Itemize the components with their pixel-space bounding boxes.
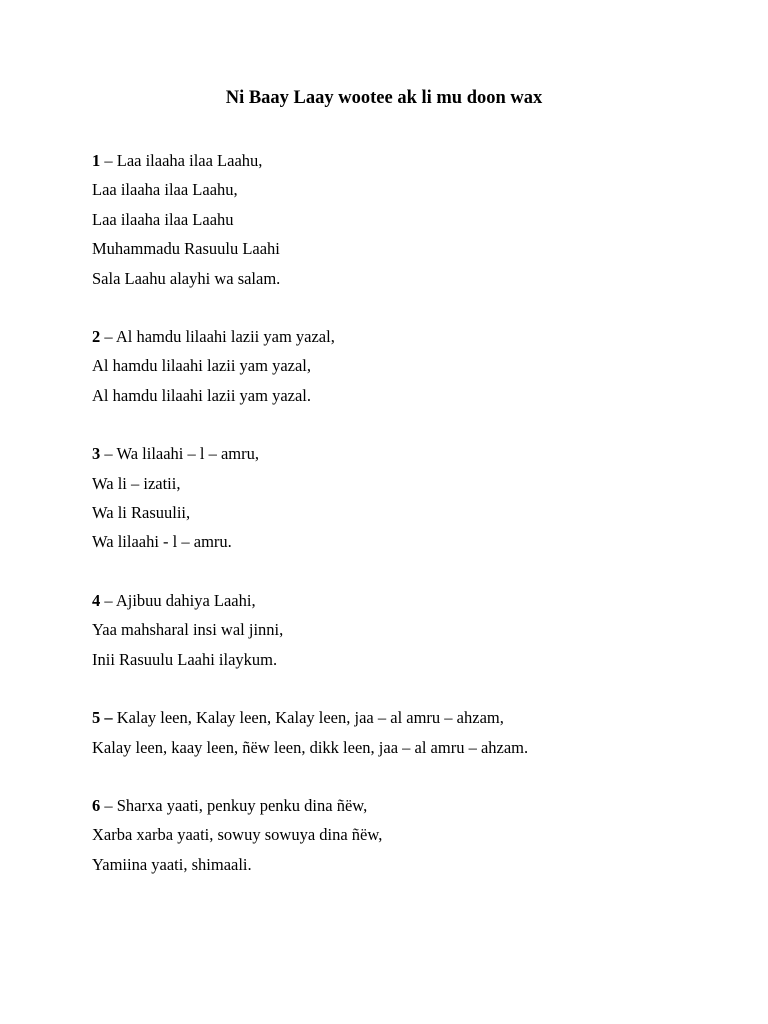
poem-line: Yamiina yaati, shimaali. <box>92 854 252 874</box>
poem-line: Muhammadu Rasuulu Laahi <box>92 239 280 259</box>
poem-line: Al hamdu lilaahi lazii yam yazal. <box>92 385 312 405</box>
stanza-first-line <box>92 586 732 615</box>
stanza-number: 3 <box>92 444 101 464</box>
line-text: – Ajibuu dahiya Laahi, <box>100 590 256 610</box>
line-text: – Al hamdu lilaahi lazii yam yazal, <box>100 327 335 347</box>
poem-line: Al hamdu lilaahi lazii yam yazal, <box>92 356 312 376</box>
stanza-first-line <box>92 322 732 351</box>
line-text: – Sharxa yaati, penkuy penku dina ñëw, <box>100 795 368 815</box>
stanza-first-line <box>92 146 732 175</box>
poem-body <box>92 146 732 908</box>
stanza-4 <box>92 586 732 674</box>
stanza-number: 6 <box>92 795 101 815</box>
stanza-number: 1 <box>92 151 101 170</box>
document-title: Ni Baay Laay wootee ak li mu doon wax <box>225 88 543 108</box>
stanza-first-line <box>92 703 732 732</box>
stanza-3 <box>92 439 732 557</box>
poem-line: Wa li – izatii, <box>92 473 181 493</box>
poem-line: Laa ilaaha ilaa Laahu, <box>92 180 238 200</box>
line-text: – Laa ilaaha ilaa Laahu, <box>100 151 263 170</box>
poem-line: Inii Rasuulu Laahi ilaykum. <box>92 649 278 669</box>
stanza-number: 5 – <box>92 708 113 728</box>
poem-line: Sala Laahu alayhi wa salam. <box>92 268 281 288</box>
poem-line: Xarba xarba yaati, sowuy sowuya dina ñëw, <box>92 825 383 845</box>
poem-line: Wa lilaahi - l – amru. <box>92 532 232 552</box>
poem-line: Wa li Rasuulii, <box>92 503 191 523</box>
stanza-first-line <box>92 439 732 468</box>
stanza-number: 4 <box>92 590 101 610</box>
line-text: – Wa lilaahi – l – amru, <box>100 444 259 464</box>
poem-line: Yaa mahsharal insi wal jinni, <box>92 620 284 640</box>
stanza-2 <box>92 322 732 410</box>
stanza-1 <box>92 146 732 293</box>
line-text: Kalay leen, Kalay leen, Kalay leen, jaa – al amru – ahzam, <box>112 708 504 728</box>
stanza-number: 2 <box>92 327 101 347</box>
stanza-first-line <box>92 791 732 820</box>
stanza-5 <box>92 703 732 762</box>
poem-line: Kalay leen, kaay leen, ñëw leen, dikk leen, jaa – al amru – ahzam. <box>92 737 529 757</box>
stanza-6 <box>92 791 732 879</box>
poem-line: Laa ilaaha ilaa Laahu <box>92 209 234 229</box>
